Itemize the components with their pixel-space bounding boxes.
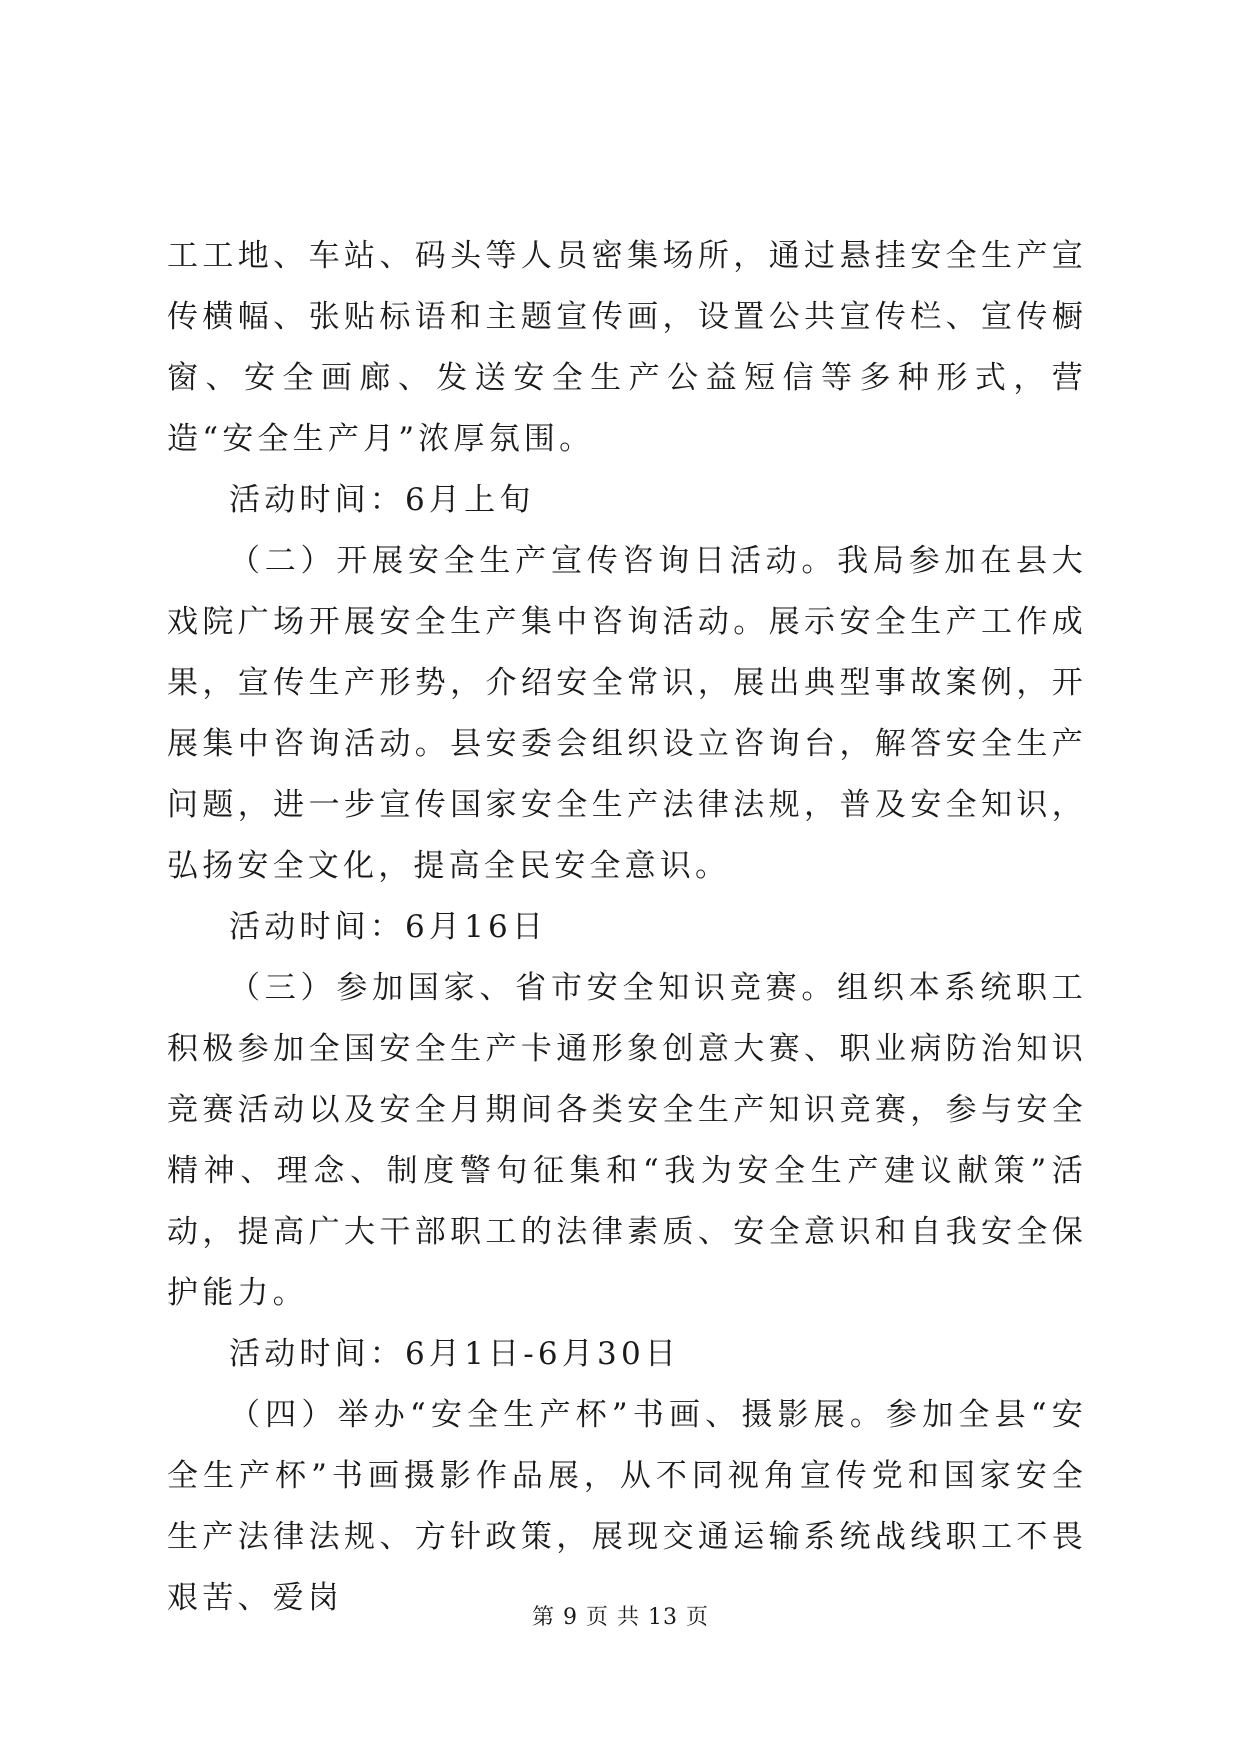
activity-time-early-june: 活动时间：6月上旬	[229, 482, 535, 518]
paragraph-consultation-day: （二）开展安全生产宣传咨询日活动。我局参加在县大戏院广场开展安全生产集中咨询活动。展示安全生产工作成果，宣传生产形势，介绍安全常识，展出典型事故案例，开展集中咨询活动。县安委会组织设立咨询台，解答安全生产问题，进一步宣传国家安全生产法律法规，普及安全知识，弘扬安全文化，提高全民安全意识。	[167, 543, 1087, 884]
paragraph-crowded-venues: 工工地、车站、码头等人员密集场所，通过悬挂安全生产宣传横幅、张贴标语和主题宣传画，设置公共宣传栏、宣传橱窗、安全画廊、发送安全生产公益短信等多种形式，营造“安全生产月”浓厚氛围。	[167, 238, 1087, 457]
paragraph-art-photo-exhibition: （四）举办“安全生产杯”书画、摄影展。参加全县“安全生产杯”书画摄影作品展，从不同视角宣传党和国家安全生产法律法规、方针政策，展现交通运输系统战线职工不畏艰苦、爱岗	[167, 1397, 1087, 1616]
page-number-footer: 第 9 页 共 13 页	[532, 1605, 709, 1630]
activity-time-june-16: 活动时间：6月16日	[229, 909, 548, 945]
activity-time-june-1-30: 活动时间：6月1日-6月30日	[229, 1336, 681, 1372]
paragraph-knowledge-contest: （三）参加国家、省市安全知识竞赛。组织本系统职工积极参加全国安全生产卡通形象创意大赛、职业病防治知识竞赛活动以及安全月期间各类安全生产知识竞赛，参与安全精神、理念、制度警句征集和“我为安全生产建议献策”活动，提高广大干部职工的法律素质、安全意识和自我安全保护能力。	[167, 970, 1087, 1311]
document-body	[167, 226, 1087, 1629]
